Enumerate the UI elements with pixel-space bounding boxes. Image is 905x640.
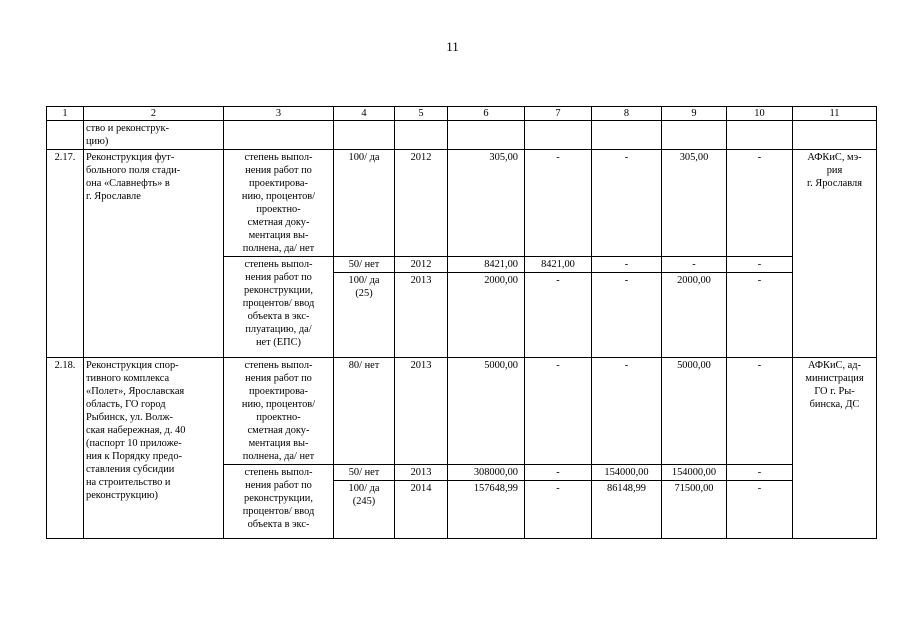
year: 2014 — [395, 481, 448, 539]
target-value: 100/ да (245) — [334, 481, 395, 539]
amount-total: 5000,00 — [448, 358, 525, 465]
year: 2012 — [395, 257, 448, 273]
col-header: 5 — [395, 107, 448, 121]
col-header: 9 — [662, 107, 727, 121]
object-name: Реконструкция фут- больного поля стади- она «Славнефть» в г. Ярославле — [84, 150, 224, 358]
target-value: 50/ нет — [334, 257, 395, 273]
indicator-label: степень выпол- нения работ по реконструкции, процентов/ ввод объекта в экс- — [224, 465, 334, 539]
amount-col9: - — [662, 257, 727, 273]
target-value: 100/ да — [334, 150, 395, 257]
page-number: 11 — [446, 39, 459, 54]
col-header: 2 — [84, 107, 224, 121]
year: 2013 — [395, 465, 448, 481]
amount-col9: 154000,00 — [662, 465, 727, 481]
target-value: 100/ да (25) — [334, 273, 395, 358]
target-value: 50/ нет — [334, 465, 395, 481]
amount-col7: - — [525, 465, 592, 481]
col-header: 4 — [334, 107, 395, 121]
amount-col7: - — [525, 481, 592, 539]
amount-total: 157648,99 — [448, 481, 525, 539]
amount-col9: 2000,00 — [662, 273, 727, 358]
program-table — [46, 106, 877, 539]
header-row — [47, 107, 877, 121]
continuation-row — [47, 121, 877, 150]
amount-col10: - — [727, 150, 793, 257]
amount-total: 8421,00 — [448, 257, 525, 273]
amount-total: 305,00 — [448, 150, 525, 257]
amount-col9: 305,00 — [662, 150, 727, 257]
table-row — [47, 150, 877, 257]
indicator-label: степень выпол- нения работ по проектирова- нию, процентов/ проектно- сметная доку- ментация вы- полнена, да/ нет — [224, 358, 334, 465]
amount-total: 308000,00 — [448, 465, 525, 481]
amount-col10: - — [727, 257, 793, 273]
amount-col7: - — [525, 273, 592, 358]
item-number: 2.18. — [47, 358, 84, 539]
year: 2012 — [395, 150, 448, 257]
amount-col8: - — [592, 257, 662, 273]
col-header: 1 — [47, 107, 84, 121]
amount-col9: 71500,00 — [662, 481, 727, 539]
amount-col8: 86148,99 — [592, 481, 662, 539]
col-header: 11 — [793, 107, 877, 121]
amount-col10: - — [727, 273, 793, 358]
amount-col7: 8421,00 — [525, 257, 592, 273]
amount-col10: - — [727, 358, 793, 465]
amount-col8: - — [592, 358, 662, 465]
year: 2013 — [395, 358, 448, 465]
item-number: 2.17. — [47, 150, 84, 358]
table-row — [47, 358, 877, 465]
amount-col10: - — [727, 481, 793, 539]
col-header: 10 — [727, 107, 793, 121]
amount-col9: 5000,00 — [662, 358, 727, 465]
amount-col8: - — [592, 273, 662, 358]
target-value: 80/ нет — [334, 358, 395, 465]
indicator-label: степень выпол- нения работ по реконструкции, процентов/ ввод объекта в экс- плуатацию, да/ нет (ЕПС) — [224, 257, 334, 358]
col-header: 3 — [224, 107, 334, 121]
amount-col7: - — [525, 358, 592, 465]
amount-col7: - — [525, 150, 592, 257]
col-header: 7 — [525, 107, 592, 121]
col-header: 8 — [592, 107, 662, 121]
amount-col8: - — [592, 150, 662, 257]
year: 2013 — [395, 273, 448, 358]
amount-col10: - — [727, 465, 793, 481]
executor: АФКиС, мэ- рия г. Ярославля — [793, 150, 877, 358]
col-header: 6 — [448, 107, 525, 121]
amount-total: 2000,00 — [448, 273, 525, 358]
amount-col8: 154000,00 — [592, 465, 662, 481]
object-name: ство и реконструк- цию) — [84, 121, 224, 150]
object-name: Реконструкция спор- тивного комплекса «Полет», Ярославская область, ГО город Рыбинск, ул. Волж- ская набережная, д. 40 (паспорт 10 приложе- ния к Порядку предо- ставления субсидии на строительство и реконструкцию) — [84, 358, 224, 539]
indicator-label: степень выпол- нения работ по проектирова- нию, процентов/ проектно- сметная доку- ментация вы- полнена, да/ нет — [224, 150, 334, 257]
executor: АФКиС, ад- министрация ГО г. Ры- бинска, ДС — [793, 358, 877, 539]
